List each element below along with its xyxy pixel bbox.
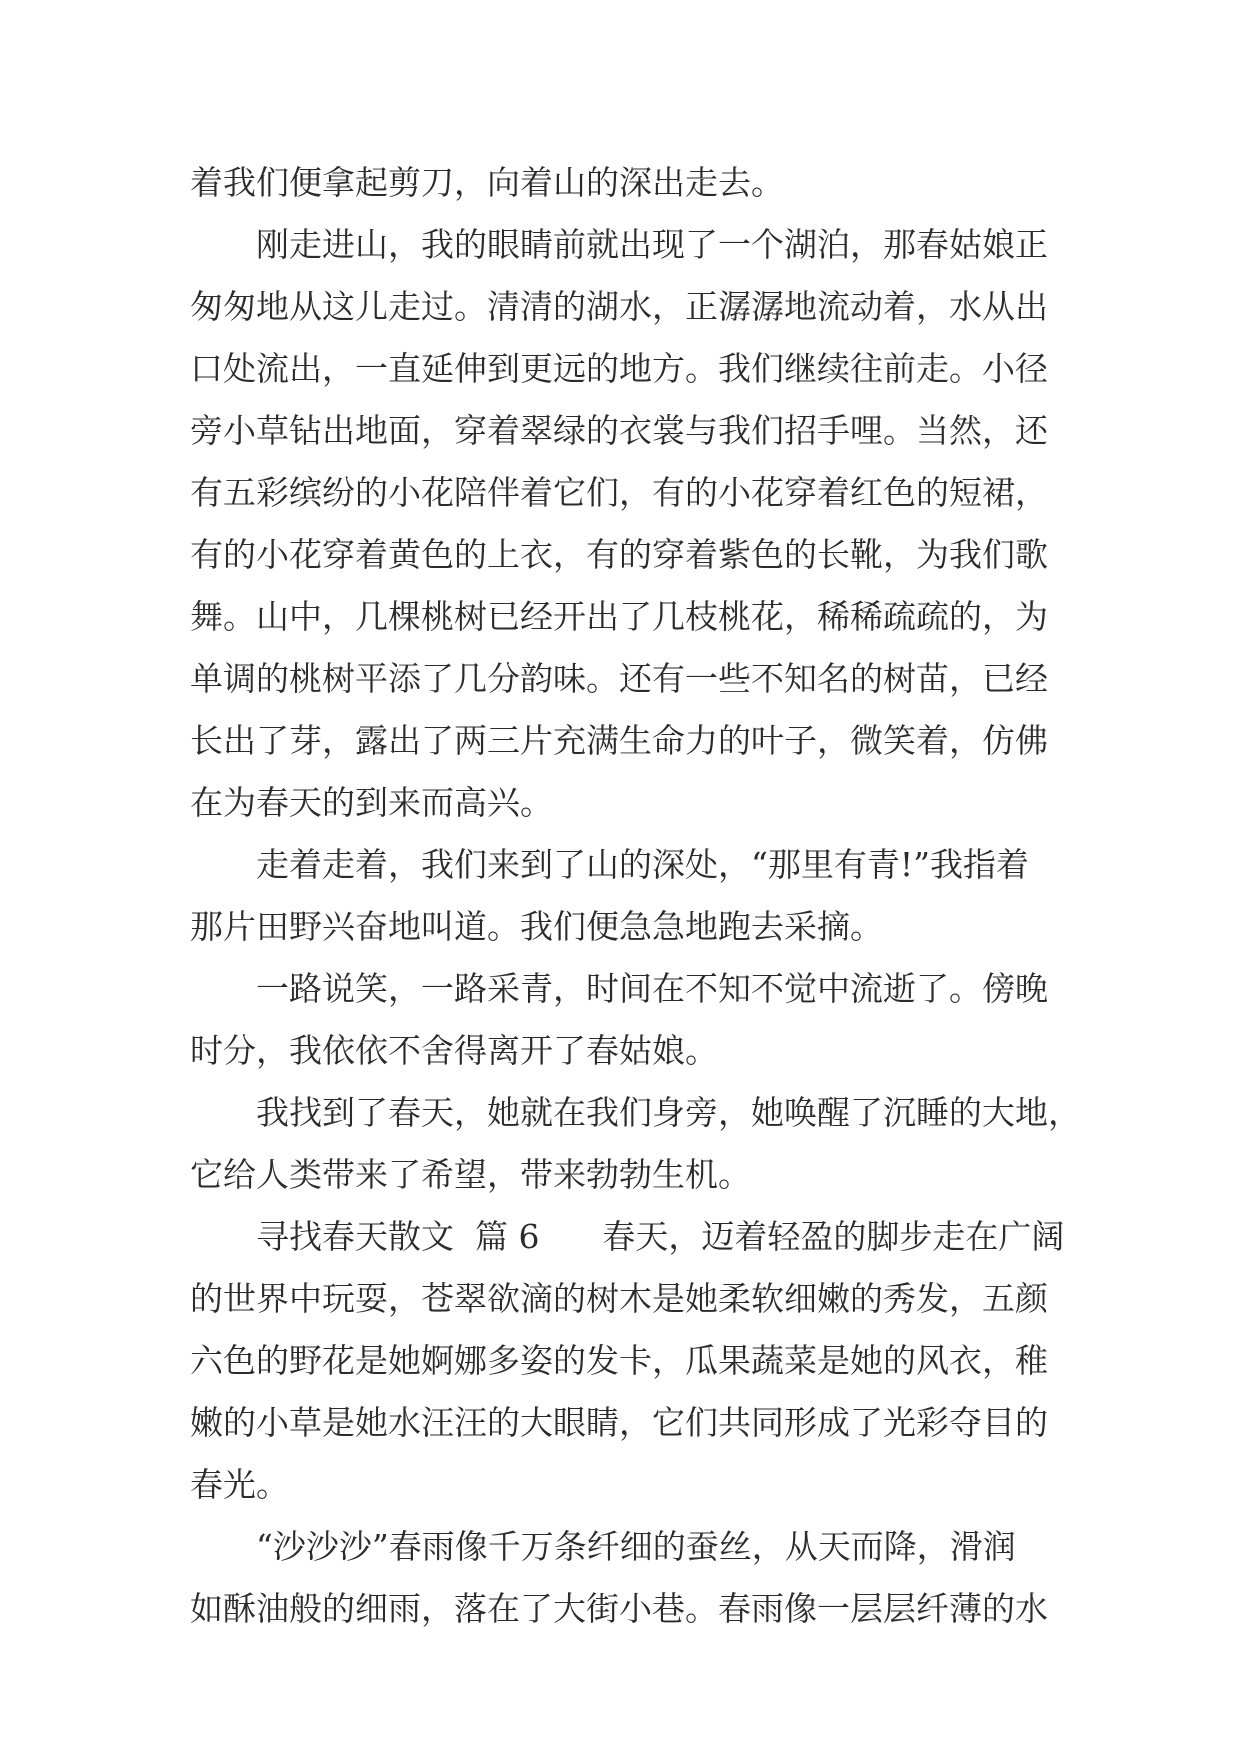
text-line: 有五彩缤纷的小花陪伴着它们，有的小花穿着红色的短裙，	[190, 473, 1048, 512]
text-line: 长出了芽，露出了两三片充满生命力的叶子，微笑着，仿佛	[190, 721, 1048, 760]
text-line: 嫩的小草是她水汪汪的大眼睛，它们共同形成了光彩夺目的	[190, 1403, 1048, 1442]
text-line: 六色的野花是她婀娜多姿的发卡，瓜果蔬菜是她的风衣，稚	[190, 1341, 1048, 1380]
text-line: 走着走着，我们来到了山的深处，“那里有青!”我指着	[256, 845, 1030, 884]
text-line: 舞。山中，几棵桃树已经开出了几枝桃花，稀稀疏疏的，为	[190, 597, 1048, 636]
text-line: 有的小花穿着黄色的上衣，有的穿着紫色的长靴，为我们歌	[190, 535, 1048, 574]
text-line: 一路说笑，一路采青，时间在不知不觉中流逝了。傍晚	[256, 969, 1048, 1008]
text-line: 它给人类带来了希望，带来勃勃生机。	[190, 1155, 751, 1194]
text-line: 口处流出，一直延伸到更远的地方。我们继续往前走。小径	[190, 349, 1048, 388]
text-line: 匆匆地从这儿走过。清清的湖水，正潺潺地流动着，水从出	[190, 287, 1048, 326]
text-line: 如酥油般的细雨，落在了大街小巷。春雨像一层层纤薄的水	[190, 1589, 1048, 1628]
document-body	[190, 152, 1081, 1640]
text-line: 那片田野兴奋地叫道。我们便急急地跑去采摘。	[190, 907, 883, 946]
text-line: “沙沙沙”春雨像千万条纤细的蚕丝，从天而降，滑润	[256, 1527, 1016, 1566]
text-line: 旁小草钻出地面，穿着翠绿的衣裳与我们招手哩。当然，还	[190, 411, 1048, 450]
text-line: 我找到了春天，她就在我们身旁，她唤醒了沉睡的大地，	[256, 1093, 1081, 1132]
text-line: 在为春天的到来而高兴。	[190, 783, 553, 822]
text-line: 着我们便拿起剪刀，向着山的深出走去。	[190, 163, 784, 202]
text-line: 的世界中玩耍，苍翠欲滴的树木是她柔软细嫩的秀发，五颜	[190, 1279, 1048, 1318]
text-line: 刚走进山，我的眼睛前就出现了一个湖泊，那春姑娘正	[256, 225, 1048, 264]
text-line: 春光。	[190, 1465, 289, 1504]
text-line: 时分，我依依不舍得离开了春姑娘。	[190, 1031, 718, 1070]
text-line: 单调的桃树平添了几分韵味。还有一些不知名的树苗，已经	[190, 659, 1048, 698]
text-line: 寻找春天散文 篇 6 春天，迈着轻盈的脚步走在广阔	[256, 1217, 1065, 1256]
